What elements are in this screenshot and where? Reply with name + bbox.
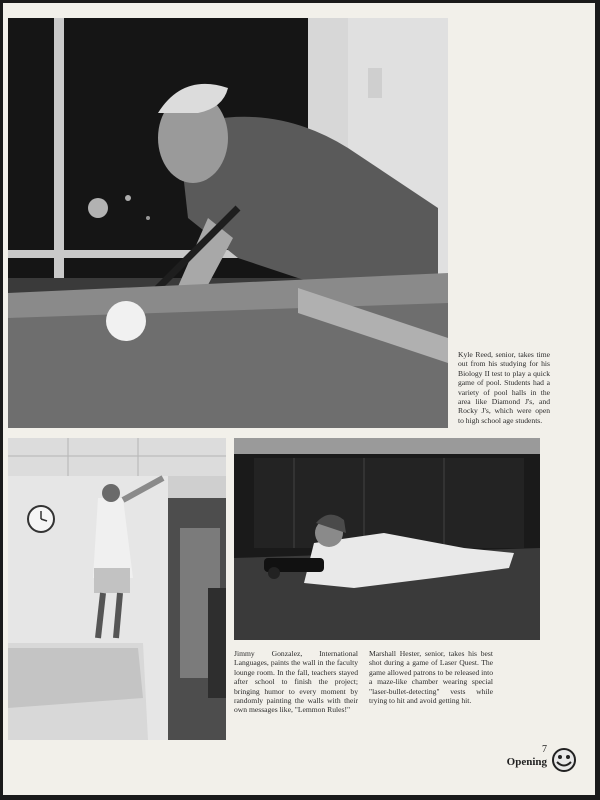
page-number: 7 bbox=[542, 744, 547, 755]
yearbook-page bbox=[3, 3, 595, 795]
lounge-photo bbox=[8, 438, 226, 740]
pool-photo bbox=[8, 18, 448, 428]
mascot-logo-icon bbox=[551, 747, 577, 773]
section-label: Opening bbox=[506, 756, 547, 768]
laser-photo bbox=[234, 438, 540, 640]
lounge-caption: Jimmy Gonzalez, International Languages, paints the wall in the faculty lounge room. In the fall, teachers stayed after school to finish the project; bringing humor to every moment by randomly painting the walls with their own messages like, "Lemmon Rules!" bbox=[234, 649, 358, 715]
pool-caption: Kyle Reed, senior, takes time out from his studying for his Biology II test to play a quick game of pool. Students had a variety of pool halls in the area like Diamond J's, and Rocky J's, which were open to high school age students. bbox=[458, 350, 550, 425]
laser-caption: Marshall Hester, senior, takes his best shot during a game of Laser Quest. The game allowed patrons to be released into a maze-like chamber wearing special "laser-bullet-detecting" vests while trying to hit and avoid getting hit. bbox=[369, 649, 493, 706]
